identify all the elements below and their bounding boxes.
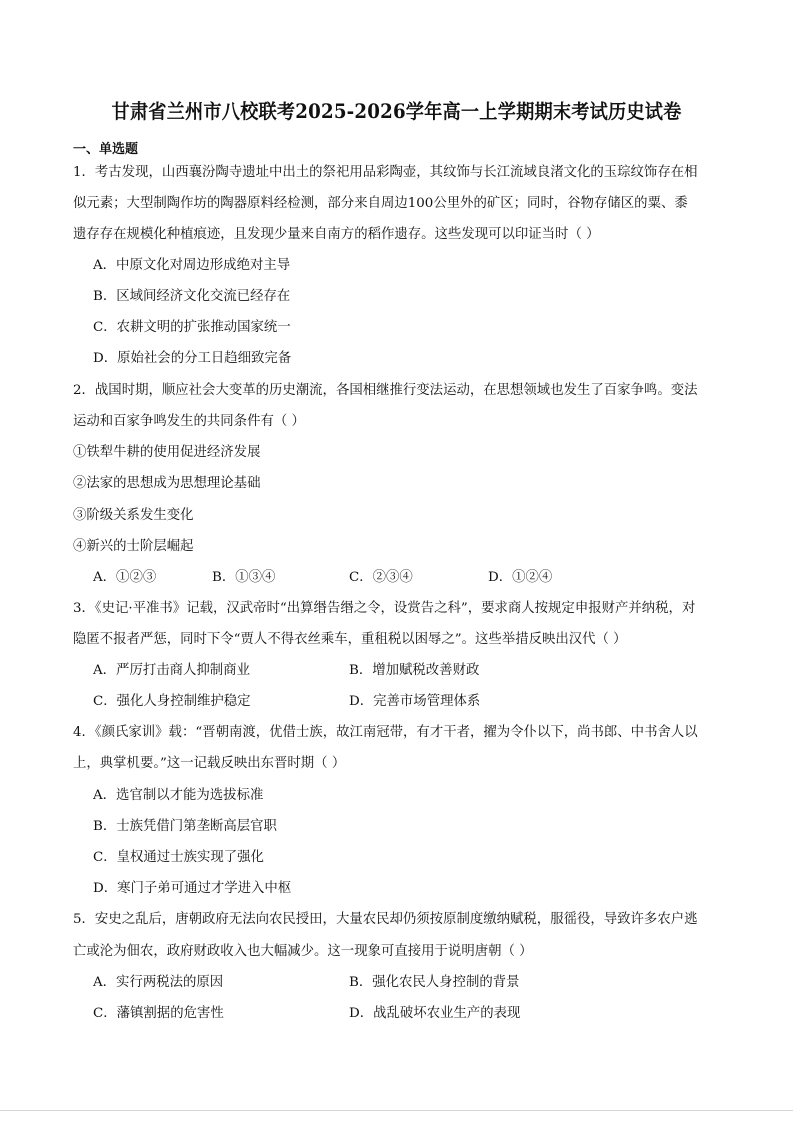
question-5-option-d: D．战乱破坏农业生产的表现 [349,1006,521,1021]
question-4-option-b: B．士族凭借门第垄断高层官职 [93,819,277,834]
question-4-option-d: D．寒门子弟可通过才学进入中枢 [93,881,292,896]
page-title: 甘肃省兰州市八校联考2025-2026学年高一上学期期末考试历史试卷 [111,100,682,123]
question-1-option-a: A．中原文化对周边形成绝对主导 [93,258,291,273]
question-1-option-d: D．原始社会的分工日趋细致完备 [93,351,292,366]
question-3-line-2: 隐匿不报者严惩，同时下令“贾人不得衣丝乘车，重租税以困辱之”。这些举措反映出汉代（ ） [73,632,627,647]
question-1-line-1: 1．考古发现，山西襄汾陶寺遗址中出土的祭祀用品彩陶壶，其纹饰与长江流域良渚文化的玉琮纹饰存在相 [73,165,698,180]
section-heading: 一、单选题 [73,142,139,157]
question-4-line-2: 上，典掌机要。”这一记载反映出东晋时期（ ） [73,756,346,771]
question-2-option-c: C．②③④ [349,570,413,585]
question-2-option-b: B．①③④ [212,570,276,585]
question-3-option-a: A．严厉打击商人抑制商业 [93,663,250,678]
question-1-line-3: 遗存存在规模化种植痕迹，且发现少量来自南方的稻作遗存。这些发现可以印证当时（ ） [73,227,600,242]
question-3-option-b: B．增加赋税改善财政 [349,663,480,678]
question-2-statement-3: ③阶级关系发生变化 [73,508,194,523]
question-2-line-1: 2．战国时期，顺应社会大变革的历史潮流，各国相继推行变法运动，在思想领域也发生了百家争鸣。变法 [73,383,698,398]
question-5-option-c: C．藩镇割据的危害性 [93,1006,224,1021]
question-2-option-d: D．①②④ [488,570,553,585]
question-4-option-c: C．皇权通过士族实现了强化 [93,850,264,865]
question-2-line-2: 运动和百家争鸣发生的共同条件有（ ） [73,414,305,429]
question-1-option-c: C．农耕文明的扩张推动国家统一 [93,320,291,335]
question-5-line-1: 5．安史之乱后，唐朝政府无法向农民授田，大量农民却仍须按原制度缴纳赋税，服徭役，导致许多农户逃 [73,912,698,927]
page-bottom-divider [0,1110,793,1111]
question-2-statement-4: ④新兴的士阶层崛起 [73,539,194,554]
question-2-statement-1: ①铁犁牛耕的使用促进经济发展 [73,445,261,460]
question-4-option-a: A．选官制以才能为选拔标准 [93,788,264,803]
question-5-option-a: A．实行两税法的原因 [93,975,224,990]
question-2-statement-2: ②法家的思想成为思想理论基础 [73,476,261,491]
question-3-line-1: 3．《史记·平准书》记载，汉武帝时“出算缗告缗之令，设赏告之科”，要求商人按规定申报财产并纳税，对 [73,601,696,616]
question-5-option-b: B．强化农民人身控制的背景 [349,975,520,990]
question-3-option-d: D．完善市场管理体系 [349,694,481,709]
question-4-line-1: 4．《颜氏家训》载：“晋朝南渡，优借士族，故江南冠带，有才干者，擢为令仆以下，尚书郎、中书舍人以 [73,725,698,740]
question-1-line-2: 似元素；大型制陶作坊的陶器原料经检测，部分来自周边100公里外的矿区；同时，谷物存储区的粟、黍 [73,196,688,211]
question-1-option-b: B．区域间经济文化交流已经存在 [93,289,291,304]
question-3-option-c: C．强化人身控制维护稳定 [93,694,251,709]
question-2-option-a: A．①②③ [93,570,157,585]
question-5-line-2: 亡或沦为佃农，政府财政收入也大幅减少。这一现象可直接用于说明唐朝（ ） [73,944,533,959]
